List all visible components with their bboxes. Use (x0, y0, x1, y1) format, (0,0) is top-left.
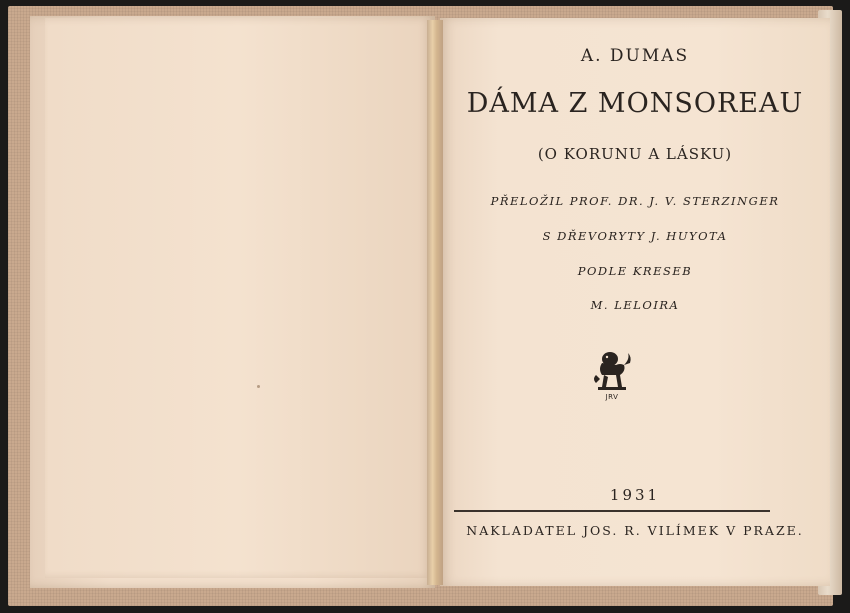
book-title: DÁMA Z MONSOREAU (466, 88, 804, 119)
illustrator-credit: M. LELOIRA (590, 298, 680, 312)
book-subtitle: (O KORUNU A LÁSKU) (537, 145, 733, 163)
left-page (45, 18, 430, 578)
author-name: A. DUMAS (580, 46, 690, 66)
divider-rule (454, 510, 770, 512)
publisher-initials: JRV (605, 393, 619, 401)
paper-speck (257, 385, 260, 388)
woodcut-credit: S DŘEVORYTY J. HUYOTA (542, 229, 728, 243)
publication-year: 1931 (609, 486, 661, 504)
publisher-line: NAKLADATEL JOS. R. VILÍMEK V PRAZE. (466, 523, 804, 538)
drawings-credit: PODLE KRESEB (577, 264, 693, 278)
translator-credit: PŘELOŽIL PROF. DR. J. V. STERZINGER (490, 194, 780, 208)
